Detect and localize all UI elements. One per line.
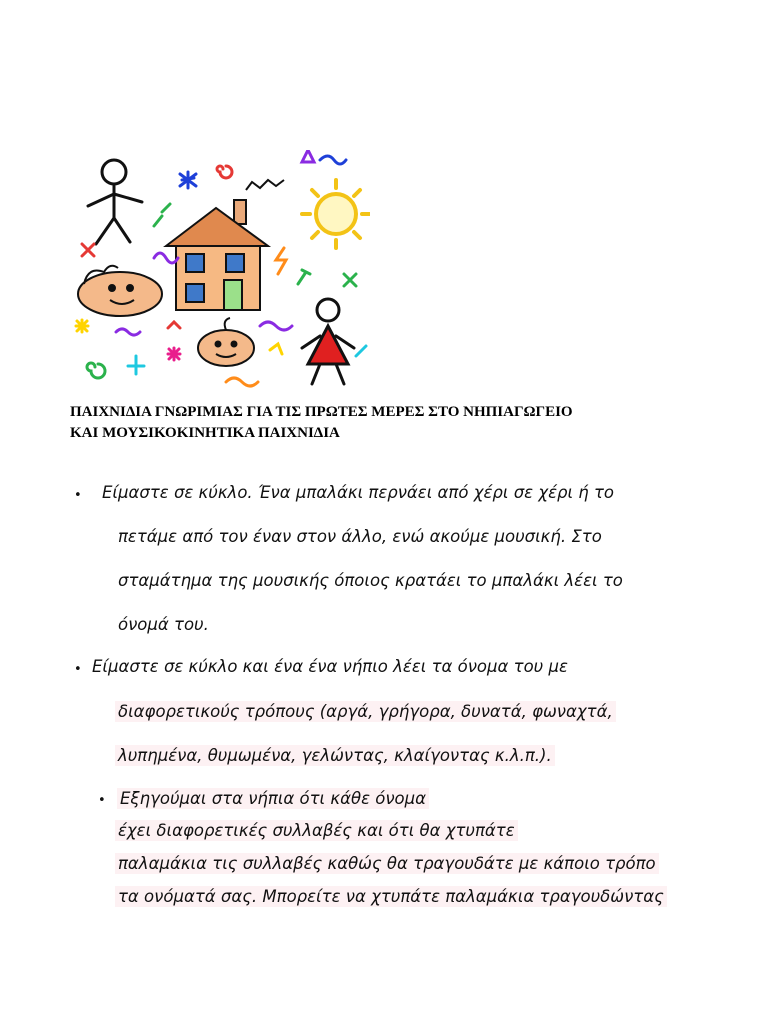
- document-title: [70, 402, 710, 444]
- title-line-2: ΚΑΙ ΜΟΥΣΙΚΟΚΙΝΗΤΙΚΑ ΠΑΙΧΝΙΔΙΑ: [70, 425, 340, 441]
- list-item-2-line-3: λυπημένα, θυμωμένα, γελώντας, κλαίγοντας κ.λ.π.).: [115, 745, 555, 766]
- list-item-2-line-1: Είμαστε σε κύκλο και ένα ένα νήπιο λέει τα όνομα του με: [92, 657, 568, 676]
- list-item-3-line-3: παλαμάκια τις συλλαβές καθώς θα τραγουδάτε με κάποιο τρόπο: [115, 853, 659, 874]
- list-item-1-line-1: Είμαστε σε κύκλο. Ένα μπαλάκι περνάει από χέρι σε χέρι ή το: [102, 483, 615, 502]
- house-icon: [166, 180, 284, 310]
- child-face-icon: [198, 318, 254, 366]
- girl-figure-icon: [302, 299, 354, 384]
- list-item-3-line-1: Εξηγούμαι στα νήπια ότι κάθε όνομα: [117, 788, 429, 809]
- list-item-3-line-4: τα ονόματά σας. Μπορείτε να χτυπάτε παλαμάκια τραγουδώντας: [115, 886, 667, 907]
- list-item-3-line-2: έχει διαφορετικές συλλαβές και ότι θα χτυπάτε: [115, 820, 518, 841]
- list-bullet: •: [74, 662, 82, 677]
- sun-icon: [302, 180, 370, 248]
- kindergarten-illustration: [70, 150, 370, 390]
- list-bullet: •: [74, 488, 82, 503]
- list-bullet: •: [98, 793, 106, 808]
- title-line-1: ΠΑΙΧΝΙΔΙΑ ΓΝΩΡΙΜΙΑΣ ΓΙΑ ΤΙΣ ΠΡΩΤΕΣ ΜΕΡΕΣ ΣΤΟ ΝΗΠΙΑΓΩΓΕΙΟ: [70, 404, 573, 420]
- child-face-icon: [78, 266, 162, 316]
- stick-figure-icon: [88, 160, 142, 244]
- list-item-1-line-4: όνομά του.: [118, 615, 209, 634]
- list-item-1-line-3: σταμάτημα της μουσικής όποιος κρατάει το μπαλάκι λέει το: [118, 571, 623, 590]
- list-item-1-line-2: πετάμε από τον έναν στον άλλο, ενώ ακούμε μουσική. Στο: [118, 527, 602, 546]
- list-item-2-line-2: διαφορετικούς τρόπους (αργά, γρήγορα, δυνατά, φωναχτά,: [115, 701, 616, 722]
